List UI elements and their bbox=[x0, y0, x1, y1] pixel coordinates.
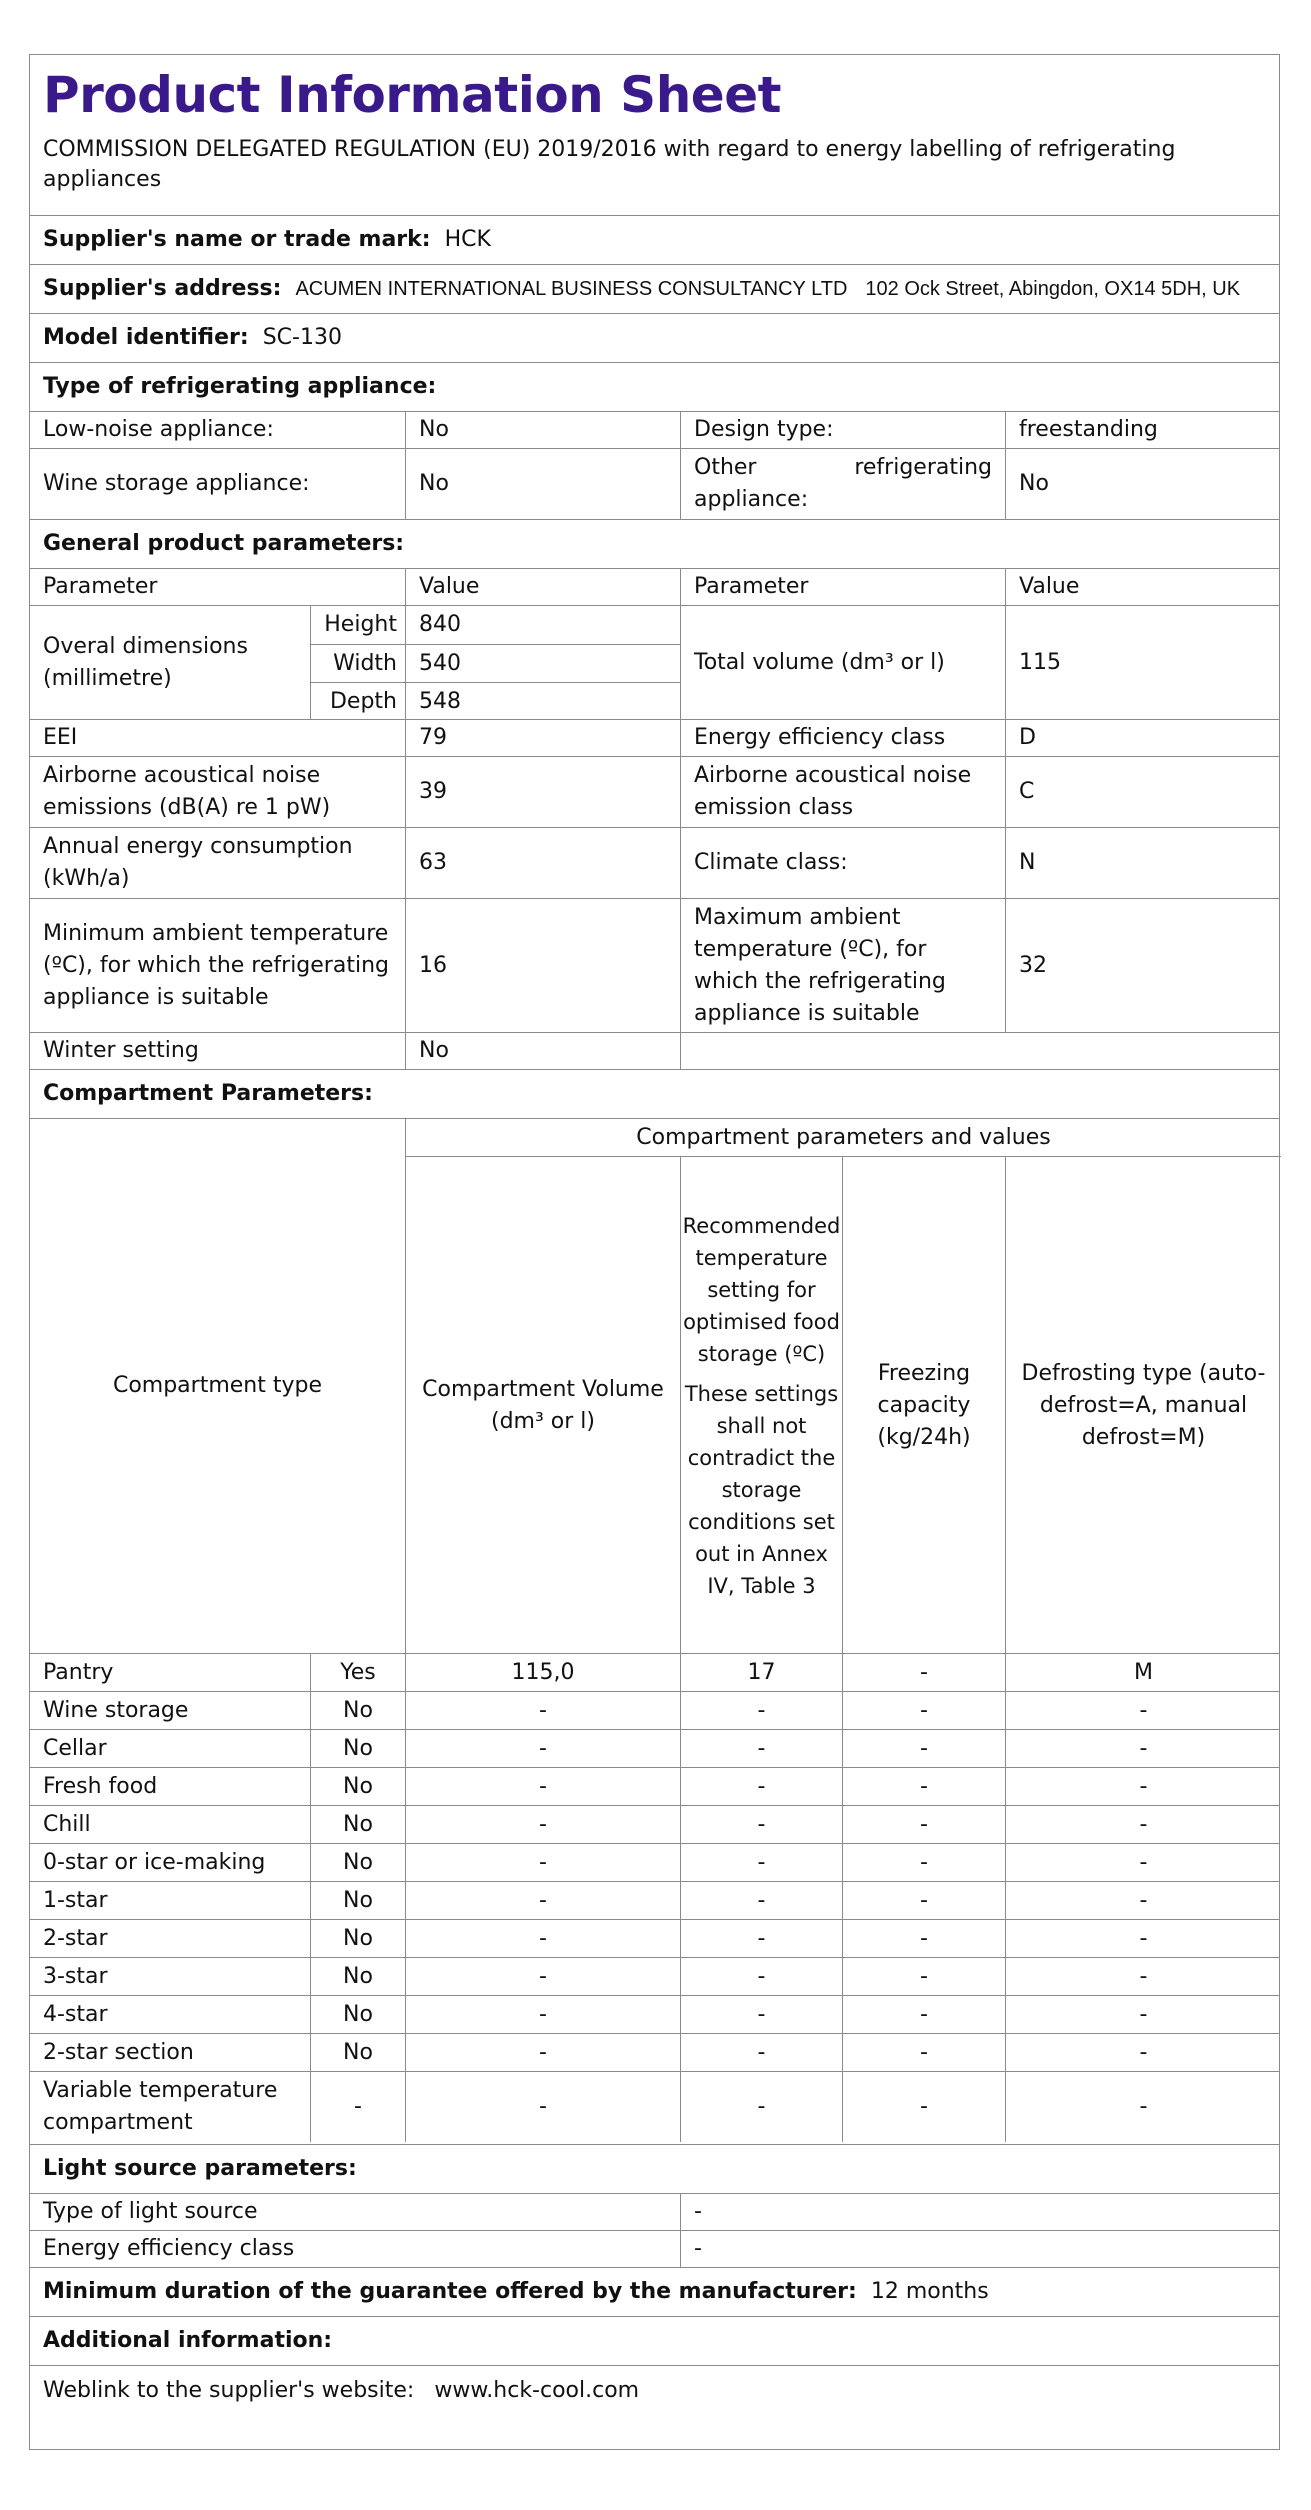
compartment-freezing: - bbox=[842, 1920, 1005, 1957]
col-temp-part-b: These settings shall not contradict the storage conditions set out in Annex IV, Table 3 bbox=[684, 1381, 839, 1598]
col-defrosting-type: Defrosting type (auto-defrost=A, manual defrost=M) bbox=[1005, 1156, 1281, 1654]
compartment-temp: - bbox=[680, 1730, 842, 1767]
compartment-row bbox=[30, 1881, 1279, 1919]
regulation-subtitle: COMMISSION DELEGATED REGULATION (EU) 2019/2016 with regard to energy labelling of refrigerating appliances bbox=[43, 137, 1176, 192]
winter-setting-row bbox=[30, 1032, 1279, 1069]
compartment-temp: - bbox=[680, 1692, 842, 1729]
compartment-freezing: - bbox=[842, 1692, 1005, 1729]
compartment-name: 2-star bbox=[43, 1925, 108, 1951]
winter-setting-value: No bbox=[405, 1033, 680, 1069]
light-type-value: - bbox=[680, 2194, 1281, 2230]
compartment-name: 3-star bbox=[43, 1963, 108, 1989]
compartment-volume: - bbox=[405, 1768, 680, 1805]
compartment-name: 2-star section bbox=[43, 2039, 194, 2065]
guarantee-value: 12 months bbox=[870, 2279, 989, 2304]
guarantee-row bbox=[30, 2267, 1279, 2316]
wine-storage-label: Wine storage appliance: bbox=[43, 471, 310, 496]
compartment-name: 0-star or ice-making bbox=[43, 1849, 266, 1875]
design-type-label: Design type: bbox=[680, 412, 1005, 448]
compartment-row bbox=[30, 1805, 1279, 1843]
general-heading-row bbox=[30, 519, 1279, 568]
eei-label: EEI bbox=[43, 725, 78, 750]
noise-value: 39 bbox=[405, 757, 680, 827]
low-noise-value: No bbox=[405, 412, 680, 448]
max-temp-value: 32 bbox=[1005, 899, 1281, 1032]
page-title: Product Information Sheet bbox=[43, 66, 782, 124]
col-parameter-right: Parameter bbox=[680, 569, 1005, 605]
supplier-address-street: 102 Ock Street, Abingdon, OX14 5DH, UK bbox=[865, 278, 1241, 300]
compartment-name: Wine storage bbox=[43, 1697, 189, 1723]
compartment-volume: - bbox=[405, 1692, 680, 1729]
compartment-defrost: - bbox=[1005, 1692, 1281, 1729]
guarantee-label: Minimum duration of the guarantee offered by the manufacturer: bbox=[43, 2279, 857, 2304]
compartment-defrost: - bbox=[1005, 1920, 1281, 1957]
dimensions-row bbox=[30, 605, 1279, 719]
compartment-present: No bbox=[310, 1844, 405, 1881]
compartment-volume: - bbox=[405, 1996, 680, 2033]
total-volume-value: 115 bbox=[1005, 606, 1281, 719]
dimensions-label: Overal dimensions (millimetre) bbox=[43, 633, 248, 691]
compartment-temp: - bbox=[680, 2034, 842, 2071]
compartment-present: No bbox=[310, 1768, 405, 1805]
compartment-temp: - bbox=[680, 1882, 842, 1919]
winter-setting-label: Winter setting bbox=[43, 1038, 199, 1063]
compartment-volume: - bbox=[405, 1920, 680, 1957]
compartment-volume: - bbox=[405, 1806, 680, 1843]
compartment-present: No bbox=[310, 2034, 405, 2071]
other-appliance-value: No bbox=[1005, 449, 1281, 519]
compartment-row bbox=[30, 1653, 1279, 1691]
min-temp-label: Minimum ambient temperature (ºC), for which the refrigerating appliance is suitable bbox=[43, 920, 389, 1010]
product-information-sheet bbox=[29, 54, 1280, 2450]
compartment-volume: - bbox=[405, 2072, 680, 2142]
compartment-name: Pantry bbox=[43, 1659, 114, 1685]
compartment-temp: - bbox=[680, 1920, 842, 1957]
compartment-row bbox=[30, 1919, 1279, 1957]
light-class-value: - bbox=[680, 2231, 1281, 2267]
additional-heading: Additional information: bbox=[43, 2328, 333, 2353]
additional-heading-row bbox=[30, 2316, 1279, 2365]
compartment-defrost: - bbox=[1005, 1768, 1281, 1805]
compartment-present: No bbox=[310, 1996, 405, 2033]
supplier-address-label: Supplier's address: bbox=[43, 276, 282, 301]
compartment-row bbox=[30, 1691, 1279, 1729]
noise-label: Airborne acoustical noise emissions (dB(A) re 1 pW) bbox=[43, 763, 331, 820]
compartment-defrost: - bbox=[1005, 2034, 1281, 2071]
compartment-volume: - bbox=[405, 1958, 680, 1995]
eei-value: 79 bbox=[405, 720, 680, 756]
type-heading-row bbox=[30, 362, 1279, 411]
height-label: Height bbox=[310, 606, 405, 644]
weblink-value[interactable]: www.hck-cool.com bbox=[434, 2377, 640, 2403]
compartment-present: No bbox=[310, 1692, 405, 1729]
compartment-name: 1-star bbox=[43, 1887, 108, 1913]
compartment-freezing: - bbox=[842, 1768, 1005, 1805]
compartment-present: No bbox=[310, 1730, 405, 1767]
light-type-label: Type of light source bbox=[43, 2199, 258, 2224]
low-noise-label: Low-noise appliance: bbox=[43, 417, 274, 442]
compartment-freezing: - bbox=[842, 2072, 1005, 2142]
annual-energy-label: Annual energy consumption (kWh/a) bbox=[43, 834, 353, 891]
compartment-heading: Compartment Parameters: bbox=[43, 1081, 373, 1106]
general-heading: General product parameters: bbox=[43, 531, 405, 556]
compartment-present: No bbox=[310, 1920, 405, 1957]
compartment-volume: - bbox=[405, 1730, 680, 1767]
weblink-label: Weblink to the supplier's website: bbox=[43, 2377, 415, 2403]
annual-energy-value: 63 bbox=[405, 828, 680, 898]
compartment-present: No bbox=[310, 1882, 405, 1919]
compartment-freezing: - bbox=[842, 1730, 1005, 1767]
col-freezing-capacity: Freezing capacity (kg/24h) bbox=[842, 1156, 1005, 1654]
weblink-row bbox=[30, 2365, 1279, 2451]
ambient-temp-row bbox=[30, 898, 1279, 1032]
noise-class-label: Airborne acoustical noise emission class bbox=[680, 757, 1005, 827]
compartment-name: 4-star bbox=[43, 2001, 108, 2027]
compartment-freezing: - bbox=[842, 1996, 1005, 2033]
compartment-present: Yes bbox=[310, 1654, 405, 1691]
model-identifier-value: SC-130 bbox=[262, 325, 342, 350]
col-parameter-left: Parameter bbox=[43, 574, 158, 599]
compartment-temp: - bbox=[680, 1768, 842, 1805]
compartment-row bbox=[30, 1957, 1279, 1995]
supplier-address-row bbox=[30, 264, 1279, 313]
general-header-row bbox=[30, 568, 1279, 605]
supplier-name-value: HCK bbox=[444, 227, 491, 252]
compartment-name: Cellar bbox=[43, 1735, 107, 1761]
compartment-name: Chill bbox=[43, 1811, 91, 1837]
energy-class-label: Energy efficiency class bbox=[680, 720, 1005, 756]
compartment-row bbox=[30, 2033, 1279, 2071]
compartment-temp: - bbox=[680, 1958, 842, 1995]
compartment-freezing: - bbox=[842, 1844, 1005, 1881]
min-temp-value: 16 bbox=[405, 899, 680, 1032]
model-identifier-label: Model identifier: bbox=[43, 325, 249, 350]
climate-class-value: N bbox=[1005, 828, 1281, 898]
compartment-temp: - bbox=[680, 1996, 842, 2033]
compartment-freezing: - bbox=[842, 1882, 1005, 1919]
compartment-temp: - bbox=[680, 1806, 842, 1843]
compartment-defrost: - bbox=[1005, 1958, 1281, 1995]
supplier-address-company: ACUMEN INTERNATIONAL BUSINESS CONSULTANCY LTD bbox=[295, 278, 848, 300]
compartment-temp: - bbox=[680, 1844, 842, 1881]
model-identifier-row bbox=[30, 313, 1279, 362]
width-value: 540 bbox=[405, 644, 680, 682]
light-class-row bbox=[30, 2230, 1279, 2267]
compartment-row bbox=[30, 1767, 1279, 1805]
compartment-volume: 115,0 bbox=[405, 1654, 680, 1691]
compartment-defrost: - bbox=[1005, 1844, 1281, 1881]
empty-cell bbox=[680, 1033, 1281, 1069]
eei-row bbox=[30, 719, 1279, 756]
col-value-right: Value bbox=[1005, 569, 1281, 605]
light-type-row bbox=[30, 2193, 1279, 2230]
depth-value: 548 bbox=[405, 682, 680, 720]
compartment-volume: - bbox=[405, 1844, 680, 1881]
compartment-defrost: M bbox=[1005, 1654, 1281, 1691]
compartment-header-block bbox=[30, 1118, 1279, 1653]
width-label: Width bbox=[310, 644, 405, 682]
other-appliance-label: Other refrigerating appliance: bbox=[694, 455, 992, 512]
wine-storage-row bbox=[30, 448, 1279, 519]
energy-class-value: D bbox=[1005, 720, 1281, 756]
compartment-freezing: - bbox=[842, 1654, 1005, 1691]
light-class-label: Energy efficiency class bbox=[43, 2236, 295, 2261]
wine-storage-value: No bbox=[405, 449, 680, 519]
compartment-params-heading: Compartment parameters and values bbox=[405, 1119, 1281, 1156]
compartment-row bbox=[30, 1843, 1279, 1881]
design-type-value: freestanding bbox=[1005, 412, 1281, 448]
col-compartment-type: Compartment type bbox=[112, 1373, 323, 1398]
compartment-present: No bbox=[310, 1958, 405, 1995]
compartment-temp: - bbox=[680, 2072, 842, 2142]
compartment-row bbox=[30, 1995, 1279, 2033]
supplier-name-row bbox=[30, 215, 1279, 264]
compartment-freezing: - bbox=[842, 2034, 1005, 2071]
compartment-present: - bbox=[310, 2072, 405, 2142]
compartment-present: No bbox=[310, 1806, 405, 1843]
compartment-row bbox=[30, 1729, 1279, 1767]
total-volume-label: Total volume (dm³ or l) bbox=[680, 606, 1005, 719]
max-temp-label: Maximum ambient temperature (ºC), for which the refrigerating appliance is suitable bbox=[680, 899, 1005, 1032]
compartment-defrost: - bbox=[1005, 1730, 1281, 1767]
compartment-name: Variable temperature compartment bbox=[43, 2078, 278, 2135]
light-heading-row bbox=[30, 2144, 1279, 2193]
col-compartment-volume: Compartment Volume (dm³ or l) bbox=[405, 1156, 680, 1654]
compartment-volume: - bbox=[405, 2034, 680, 2071]
compartment-defrost: - bbox=[1005, 2072, 1281, 2142]
compartment-defrost: - bbox=[1005, 1996, 1281, 2033]
compartment-defrost: - bbox=[1005, 1882, 1281, 1919]
noise-row bbox=[30, 756, 1279, 827]
climate-class-label: Climate class: bbox=[680, 828, 1005, 898]
annual-energy-row bbox=[30, 827, 1279, 898]
compartment-name: Fresh food bbox=[43, 1773, 158, 1799]
compartment-defrost: - bbox=[1005, 1806, 1281, 1843]
noise-class-value: C bbox=[1005, 757, 1281, 827]
compartment-freezing: - bbox=[842, 1806, 1005, 1843]
compartment-row bbox=[30, 2071, 1279, 2142]
light-heading: Light source parameters: bbox=[43, 2156, 357, 2181]
height-value: 840 bbox=[405, 606, 680, 644]
col-temp-part-a: Recommended temperature setting for optimised food storage (ºC) bbox=[682, 1213, 841, 1366]
compartment-freezing: - bbox=[842, 1958, 1005, 1995]
type-heading: Type of refrigerating appliance: bbox=[43, 374, 437, 399]
compartment-temp: 17 bbox=[680, 1654, 842, 1691]
col-value-left: Value bbox=[405, 569, 680, 605]
compartment-heading-row bbox=[30, 1069, 1279, 1118]
supplier-name-label: Supplier's name or trade mark: bbox=[43, 227, 431, 252]
compartment-volume: - bbox=[405, 1882, 680, 1919]
depth-label: Depth bbox=[310, 682, 405, 720]
col-recommended-temp bbox=[680, 1156, 842, 1654]
low-noise-row bbox=[30, 411, 1279, 448]
